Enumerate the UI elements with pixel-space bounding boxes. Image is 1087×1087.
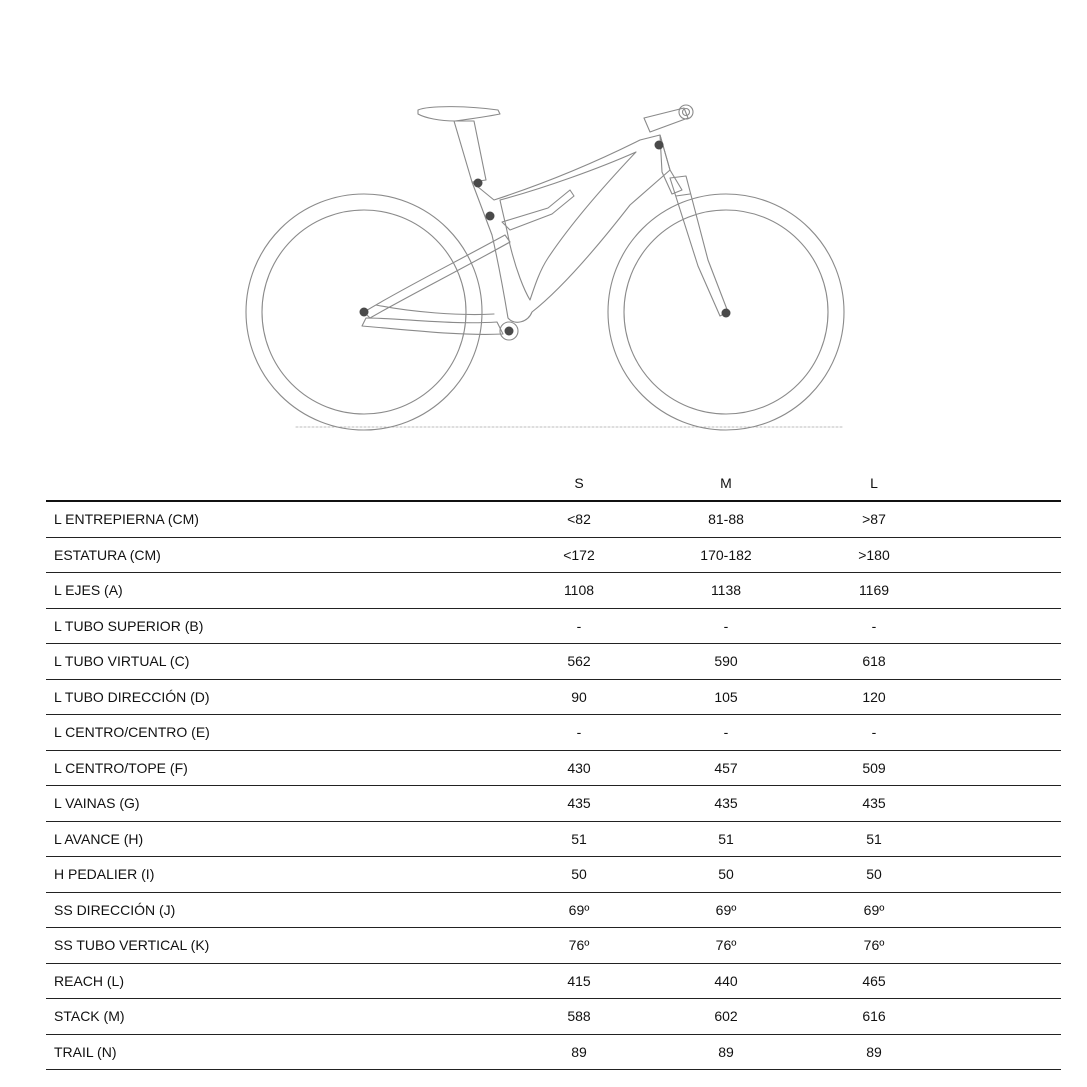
value-size-l: 435	[800, 786, 948, 822]
row-spacer	[948, 963, 1061, 999]
value-size-m: 590	[652, 644, 800, 680]
table-row	[46, 857, 1061, 893]
value-size-s: 430	[506, 750, 652, 786]
value-size-s: <82	[506, 501, 652, 537]
seatpost-icon	[454, 121, 486, 182]
table-row	[46, 644, 1061, 680]
value-size-m: 105	[652, 679, 800, 715]
value-size-m: 69º	[652, 892, 800, 928]
row-label: L TUBO SUPERIOR (B)	[46, 608, 506, 644]
value-size-m: 51	[652, 821, 800, 857]
row-spacer	[948, 679, 1061, 715]
table-row	[46, 821, 1061, 857]
row-label: SS DIRECCIÓN (J)	[46, 892, 506, 928]
row-label: L ENTREPIERNA (CM)	[46, 501, 506, 537]
value-size-m: 50	[652, 857, 800, 893]
row-spacer	[948, 501, 1061, 537]
row-spacer	[948, 999, 1061, 1035]
row-label: L CENTRO/CENTRO (E)	[46, 715, 506, 751]
value-size-s: 69º	[506, 892, 652, 928]
table-row	[46, 892, 1061, 928]
value-size-l: 50	[800, 857, 948, 893]
value-size-m: -	[652, 715, 800, 751]
value-size-l: 616	[800, 999, 948, 1035]
value-size-l: 69º	[800, 892, 948, 928]
table-row	[46, 786, 1061, 822]
row-spacer	[948, 892, 1061, 928]
header-size-m: M	[652, 466, 800, 501]
value-size-m: -	[652, 608, 800, 644]
table-row	[46, 537, 1061, 573]
value-size-m: 435	[652, 786, 800, 822]
value-size-s: 415	[506, 963, 652, 999]
saddle-icon	[418, 107, 500, 121]
table-row	[46, 679, 1061, 715]
row-label: L AVANCE (H)	[46, 821, 506, 857]
value-size-s: 1108	[506, 573, 652, 609]
value-size-s: 51	[506, 821, 652, 857]
value-size-s: -	[506, 608, 652, 644]
row-spacer	[948, 537, 1061, 573]
value-size-l: -	[800, 608, 948, 644]
row-spacer	[948, 644, 1061, 680]
stem-icon	[644, 108, 688, 132]
value-size-m: 89	[652, 1034, 800, 1070]
row-label: STACK (M)	[46, 999, 506, 1035]
table-row	[46, 1034, 1061, 1070]
header-spacer	[948, 466, 1061, 501]
value-size-s: 562	[506, 644, 652, 680]
seatstay-icon	[364, 235, 510, 318]
value-size-s: -	[506, 715, 652, 751]
table-header-row	[46, 466, 1061, 501]
value-size-l: >180	[800, 537, 948, 573]
row-label: ESTATURA (CM)	[46, 537, 506, 573]
row-label: H PEDALIER (I)	[46, 857, 506, 893]
table-row	[46, 715, 1061, 751]
geometry-table	[46, 466, 1061, 1070]
header-size-l: L	[800, 466, 948, 501]
row-label: L TUBO VIRTUAL (C)	[46, 644, 506, 680]
row-label: REACH (L)	[46, 963, 506, 999]
row-spacer	[948, 857, 1061, 893]
value-size-l: -	[800, 715, 948, 751]
row-label: L VAINAS (G)	[46, 786, 506, 822]
table-row	[46, 750, 1061, 786]
table-row	[46, 501, 1061, 537]
row-spacer	[948, 715, 1061, 751]
value-size-l: >87	[800, 501, 948, 537]
value-size-s: 89	[506, 1034, 652, 1070]
geometry-table-body	[46, 501, 1061, 1070]
frame-pivots	[360, 141, 731, 336]
value-size-m: 602	[652, 999, 800, 1035]
row-spacer	[948, 786, 1061, 822]
value-size-s: <172	[506, 537, 652, 573]
row-label: L EJES (A)	[46, 573, 506, 609]
row-spacer	[948, 750, 1061, 786]
row-spacer	[948, 1034, 1061, 1070]
row-label: L CENTRO/TOPE (F)	[46, 750, 506, 786]
value-size-l: 1169	[800, 573, 948, 609]
value-size-s: 90	[506, 679, 652, 715]
row-spacer	[948, 821, 1061, 857]
table-row	[46, 928, 1061, 964]
value-size-m: 1138	[652, 573, 800, 609]
value-size-l: 465	[800, 963, 948, 999]
bike-geometry-illustration	[240, 95, 850, 435]
table-row	[46, 963, 1061, 999]
value-size-m: 81-88	[652, 501, 800, 537]
value-size-s: 435	[506, 786, 652, 822]
value-size-l: 509	[800, 750, 948, 786]
row-spacer	[948, 608, 1061, 644]
value-size-m: 76º	[652, 928, 800, 964]
row-spacer	[948, 573, 1061, 609]
table-row	[46, 573, 1061, 609]
row-label: L TUBO DIRECCIÓN (D)	[46, 679, 506, 715]
value-size-l: 618	[800, 644, 948, 680]
row-label: SS TUBO VERTICAL (K)	[46, 928, 506, 964]
table-row	[46, 999, 1061, 1035]
value-size-l: 76º	[800, 928, 948, 964]
value-size-m: 170-182	[652, 537, 800, 573]
value-size-l: 120	[800, 679, 948, 715]
value-size-s: 76º	[506, 928, 652, 964]
value-size-s: 588	[506, 999, 652, 1035]
row-label: TRAIL (N)	[46, 1034, 506, 1070]
value-size-l: 51	[800, 821, 948, 857]
value-size-m: 457	[652, 750, 800, 786]
value-size-m: 440	[652, 963, 800, 999]
value-size-l: 89	[800, 1034, 948, 1070]
header-size-s: S	[506, 466, 652, 501]
table-row	[46, 608, 1061, 644]
row-spacer	[948, 928, 1061, 964]
value-size-s: 50	[506, 857, 652, 893]
header-label-column	[46, 466, 506, 501]
front-triangle-icon	[472, 135, 670, 322]
